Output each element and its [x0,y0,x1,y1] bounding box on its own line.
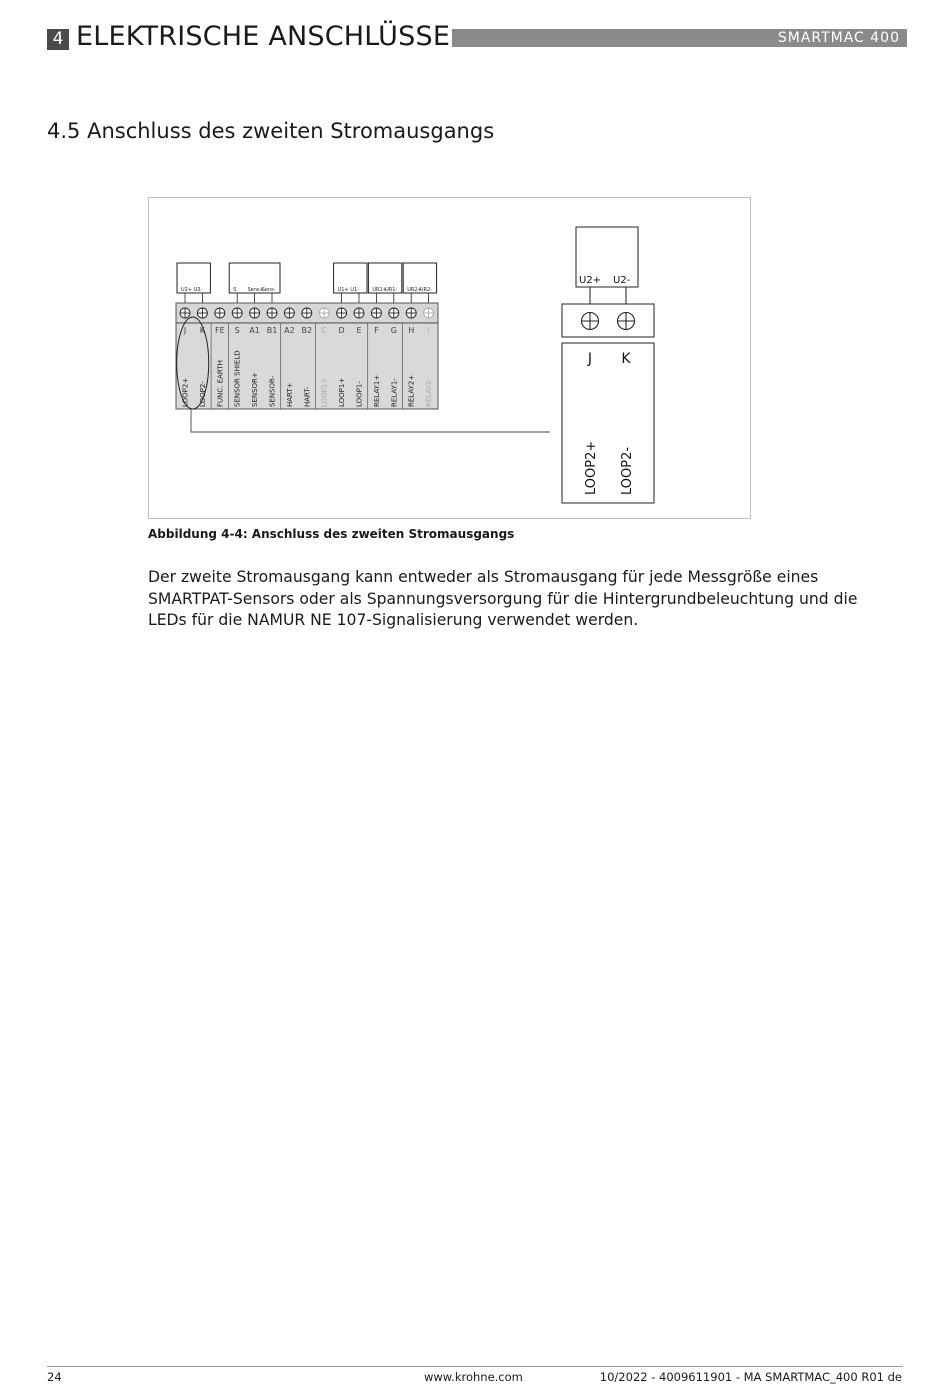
terminal-label: RELAY1- [390,378,399,407]
terminal-label: LOOP1+ [320,377,329,407]
terminal-label: RELAY1+ [372,374,381,407]
terminal-top-label: Sens+ [247,287,264,293]
page-number: 24 [47,1370,62,1384]
terminal-letter: A2 [284,326,295,335]
terminal-top-label: U1- [350,287,359,293]
detail-top-label: U2+ [579,275,602,286]
terminal-letter: G [390,326,397,335]
terminal-top-label: UR1- [385,287,398,293]
terminal-top-label: Sens- [261,287,276,293]
detail-letter: J [587,351,593,367]
detail-terminal-body [562,343,654,503]
terminal-top-label: UR2+ [407,287,422,293]
terminal-letter: K [199,326,206,335]
terminal-letter: E [356,326,362,335]
footer-doc-ref: 10/2022 - 4009611901 - MA SMARTMAC_400 R01 de [599,1370,902,1384]
terminal-letter: B2 [301,326,313,335]
terminal-label: SENSOR+ [251,372,260,407]
footer-rule [47,1366,903,1367]
chapter-number: 4 [47,29,69,50]
terminal-label: RELAY2+ [407,374,416,407]
terminal-letter: F [374,326,379,335]
body-paragraph: Der zweite Stromausgang kann entweder als Stromausgang für jede Messgröße eines SMARTPAT-Sensors oder als Spannungsversorgung für die Hintergrundbeleuchtung und die LEDs für die NAMUR NE 107-Signalisierung verwendet werden. [148,568,858,629]
terminal-letter: H [408,326,415,335]
product-name: SMARTMAC 400 [777,30,900,46]
connection-line [191,409,550,432]
terminal-top-label: UR2- [419,287,433,293]
terminal-letter: C [321,326,327,335]
section-title: 4.5 Anschluss des zweiten Stromausgangs [47,119,495,143]
terminal-label: HART- [303,386,312,407]
terminal-label: LOOP2- [198,381,207,407]
figure-caption: Abbildung 4-4: Anschluss des zweiten Stromausgangs [148,527,515,541]
wiring-diagram [149,198,750,518]
detail-top-label: U2- [613,275,631,286]
detail-letter: K [621,351,631,367]
terminal-top-label: UR1+ [372,287,387,293]
terminal-top-label: U1+ [337,287,349,293]
detail-screw-block [562,304,654,337]
terminal-letter: S [234,326,240,335]
terminal-label: LOOP1- [355,381,364,407]
terminal-letter: D [338,326,345,335]
footer-website: www.krohne.com [424,1370,523,1384]
terminal-letter: A1 [249,326,260,335]
terminal-top-label: U2- [193,287,203,293]
detail-loop-label: LOOP2+ [584,440,599,495]
terminal-label: LOOP2+ [181,377,190,407]
detail-loop-label: LOOP2- [620,446,635,495]
terminal-label: FUNC. EARTH [216,360,225,407]
terminal-top-label: U2+ [181,287,193,293]
terminal-letter: J [183,326,187,335]
terminal-letter: B1 [266,326,278,335]
terminal-label: RELAY2- [425,378,434,407]
chapter-title: ELEKTRISCHE ANSCHLÜSSE [76,21,451,52]
terminal-label: SENSOR- [268,375,277,407]
terminal-letter: I [427,326,430,335]
wiring-figure [148,197,751,519]
terminal-label: SENSOR SHIELD [233,350,242,407]
terminal-letter: FE [214,326,225,335]
terminal-top-label: S [233,287,237,293]
terminal-label: LOOP1+ [338,377,347,407]
terminal-label: HART+ [285,382,294,407]
